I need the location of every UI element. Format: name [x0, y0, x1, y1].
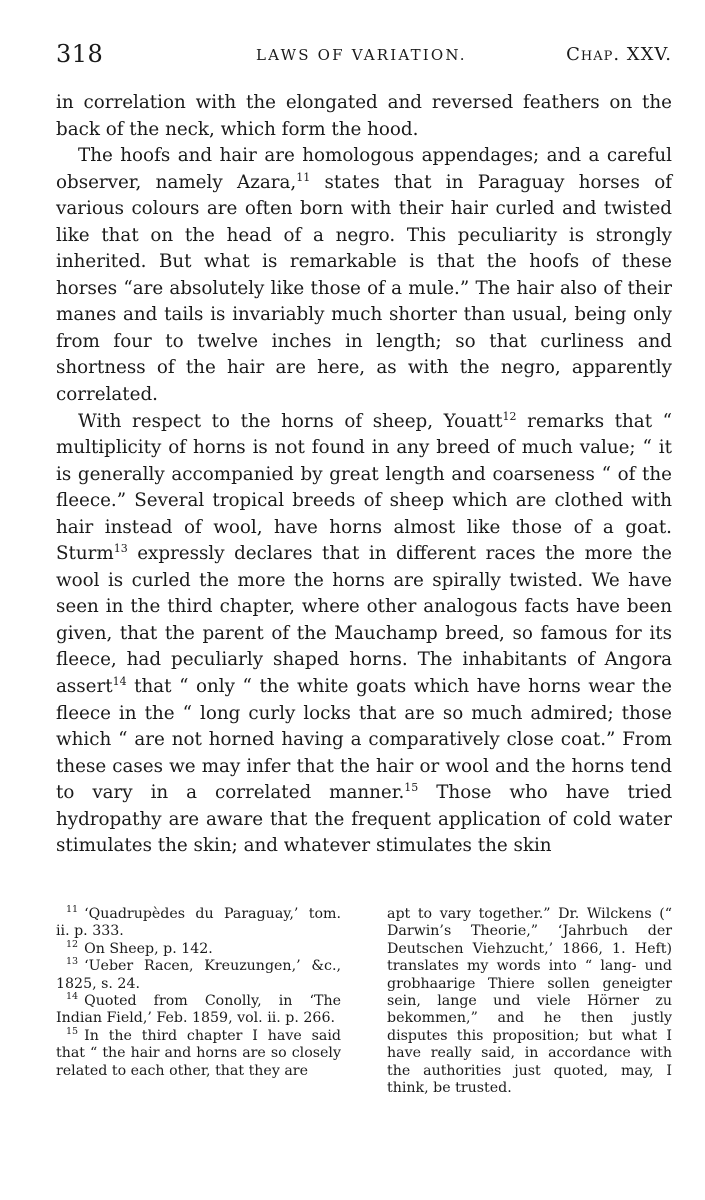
footnote-text: Quoted from Conolly, in ‘The Indian Field,’ Feb. 1859, vol. ii. p. 266.	[56, 993, 341, 1027]
paragraph-text: that “ only “ the white goats which have horns wear the fleece in the “ long curly locks that are so much admired; those which “ are not horned having a comparatively close coat.” From these cases we may infer that the hair or wool and the horns tend to vary in a correlated manner.	[56, 676, 672, 804]
footnote	[56, 906, 341, 941]
footnotes-left-column	[56, 906, 341, 1097]
running-title: LAWS OF VARIATION.	[256, 46, 467, 64]
paragraph-text: expressly declares that in different races the more the wool is curled the more the horns are spirally twisted. We have seen in the third chapter, where other analogous facts have been given, that the parent of the Mauchamp breed, so famous for its fleece, had peculiarly shaped horns. The inhabitants of Angora assert	[56, 543, 672, 698]
footnote-number: 11	[66, 904, 79, 916]
paragraph-text: in correlation with the elongated and reversed feathers on the back of the neck, which form the hood.	[56, 92, 672, 140]
page-header	[56, 40, 672, 74]
footnote-number: 14	[66, 991, 79, 1003]
body-text	[56, 90, 672, 860]
footnote-reference: 11	[296, 170, 311, 184]
footnote-text: ‘Quadrupèdes du Paraguay,’ tom. ii. p. 333.	[56, 906, 341, 940]
footnote-number: 13	[66, 956, 79, 968]
paragraph-text: With respect to the horns of sheep, Youatt	[78, 410, 503, 432]
paragraph-text: Those who have tried hydropathy are aware that the frequent application of cold water stimulates the skin; and whatever stimulates the skin	[56, 782, 672, 857]
footnote	[56, 941, 341, 958]
footnotes	[56, 906, 672, 1097]
footnote-reference: 14	[112, 674, 127, 688]
paragraph	[56, 409, 672, 860]
book-page	[56, 40, 672, 1097]
footnote	[56, 958, 341, 993]
footnote	[56, 993, 341, 1028]
footnote-reference: 12	[502, 409, 517, 423]
paragraph	[56, 90, 672, 143]
footnotes-right-column	[387, 906, 672, 1097]
chapter-label: Chap. XXV.	[566, 44, 672, 65]
footnote-text: In the third chapter I have said that “ the hair and horns are so closely related to each other, that they are	[56, 1027, 341, 1079]
footnote-reference: 15	[404, 781, 419, 795]
page-number: 318	[56, 40, 104, 68]
footnote-reference: 13	[113, 542, 128, 556]
paragraph-text: remarks that “ multiplicity of horns is not found in any breed of much value; “ it is generally accompanied by great length and coarseness “ of the fleece.” Several tropical breeds of sheep which are clothed with hair instead of wool, have horns almost like those of a goat. Sturm	[56, 410, 672, 565]
footnote-text: ‘Ueber Racen, Kreuzungen,’ &c., 1825, s. 24.	[56, 958, 341, 992]
footnote	[56, 1028, 341, 1080]
footnote-number: 12	[66, 939, 79, 951]
paragraph-text: The hoofs and hair are homologous appendages; and a careful observer, namely Azara,	[56, 145, 672, 193]
footnote-continuation: apt to vary together.” Dr. Wilckens (“ Darwin’s Theorie,” ‘Jahrbuch der Deutschen Viehzucht,’ 1866, 1. Heft) translates my words into “ lang- und grobhaarige Thiere sollen geneigter sein, lange und viele Hörner zu bekommen,” and he then justly disputes this proposition; but what I have really said, in accordance with the authorities just quoted, may, I think, be trusted.	[387, 906, 672, 1097]
paragraph-text: states that in Paraguay horses of various colours are often born with their hair curled and twisted like that on the head of a negro. This peculiarity is strongly inherited. But what is remarkable is that the hoofs of these horses “are absolutely like those of a mule.” The hair also of their manes and tails is invariably much shorter than usual, being only from four to twelve inches in length; so that curliness and shortness of the hair are here, as with the negro, apparently correlated.	[56, 171, 672, 406]
paragraph	[56, 143, 672, 408]
footnote-text: On Sheep, p. 142.	[84, 940, 213, 957]
footnote-number: 15	[66, 1026, 79, 1038]
